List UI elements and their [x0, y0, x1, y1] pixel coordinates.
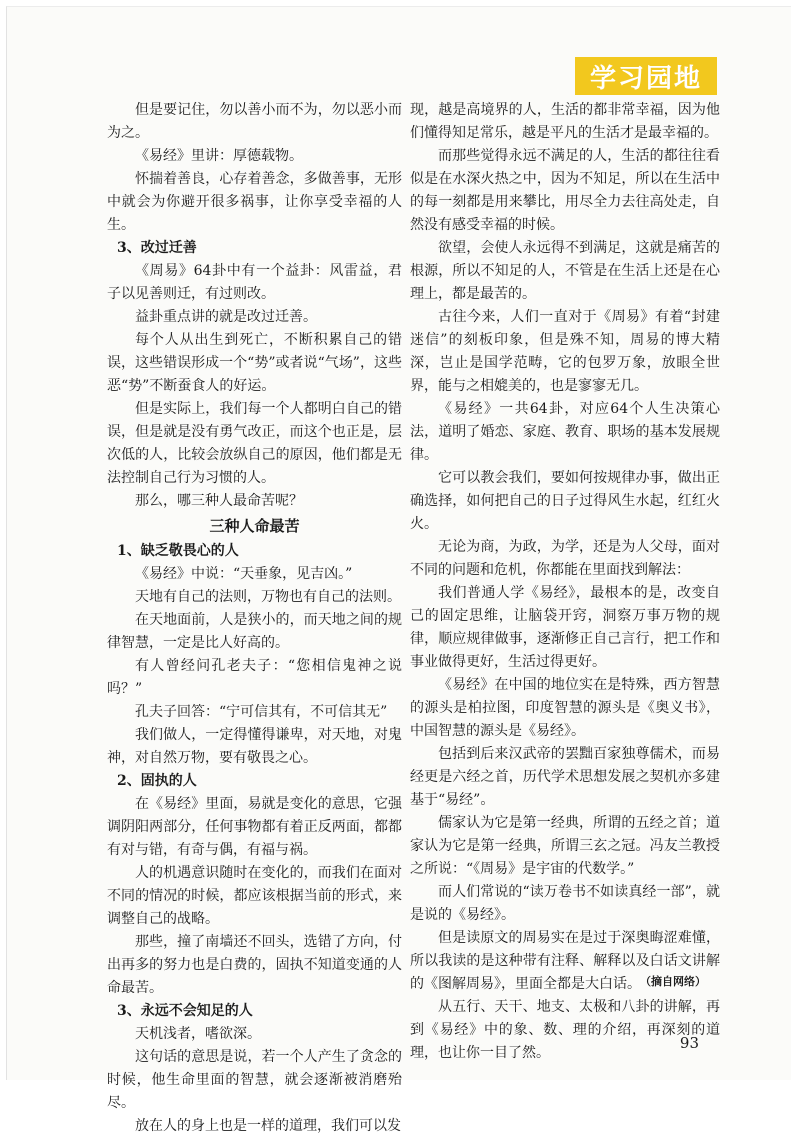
paragraph: 在天地面前，人是狭小的，而天地之间的规律智慧，一定是比人好高的。 — [107, 612, 402, 651]
subsection-heading: 3、永远不会知足的人 — [117, 1003, 253, 1019]
paragraph: 《易经》里讲：厚德载物。 — [135, 148, 303, 164]
paragraph: 我们普通人学《易经》，最根本的是，改变自己的固定思维，让脑袋开窍，洞察万事万物的规律，顺应规律做事，逐渐修正自己言行，把工作和事业做得更好，生活过得更好。 — [410, 585, 720, 670]
paragraph: 现，越是高境界的人，生活的都非常幸福，因为他们懂得知足常乐，越是平凡的生活才是最幸福的。 — [410, 102, 720, 141]
paragraph: 但是读原文的周易实在是过于深奥晦涩难懂，所以我读的是这种带有注释、解释以及白话文讲解的《图解周易》，里面全都是大白话。 — [410, 930, 720, 992]
section-heading: 三种人命最苦 — [209, 517, 300, 535]
paragraph: 有人曾经问孔老夫子：“您相信鬼神之说吗？” — [107, 658, 402, 697]
left-column — [107, 99, 402, 1138]
paragraph: 放在人的身上也是一样的道理，我们可以发 — [135, 1118, 401, 1134]
subsection-heading: 3、改过迁善 — [117, 240, 197, 256]
paragraph: 天地有自己的法则，万物也有自己的法则。 — [135, 589, 401, 605]
paragraph: 从五行、天干、地支、太极和八卦的讲解，再到《易经》中的象、数、理的介绍，再深刻的道理，也让你一目了然。 — [410, 999, 720, 1061]
paragraph: 天机浅者，嗜欲深。 — [135, 1026, 261, 1042]
paragraph: 古往今来，人们一直对于《周易》有着“封建迷信”的刻板印象，但是殊不知，周易的博大精深，岂止是国学范畴，它的包罗万象，放眼全世界，能与之相媲美的，也是寥寥无几。 — [410, 309, 720, 394]
paragraph: 但是要记住，勿以善小而不为，勿以恶小而为之。 — [107, 102, 402, 141]
paragraph: 《易经》中说：“天垂象，见吉凶。” — [135, 566, 353, 582]
paragraph: 但是实际上，我们每一个人都明白自己的错误，但是就是没有勇气改正，而这个也正是，层次低的人，比较会放纵自己的原因，他们都是无法控制自己行为习惯的人。 — [107, 401, 402, 486]
paragraph: 《易经》在中国的地位实在是特殊，西方智慧的源头是柏拉图，印度智慧的源头是《奥义书》，中国智慧的源头是《易经》。 — [410, 677, 720, 739]
subsection-heading: 1、缺乏敬畏心的人 — [117, 543, 239, 559]
paragraph: 包括到后来汉武帝的罢黜百家独尊儒术，而易经更是六经之首，历代学术思想发展之契机亦多建基于“易经”。 — [410, 746, 720, 808]
paragraph: 那些，撞了南墙还不回头，选错了方向，付出再多的努力也是白费的，固执不知道变通的人命最苦。 — [107, 934, 402, 996]
paragraph: 孔夫子回答：“宁可信其有，不可信其无” — [135, 704, 388, 720]
paragraph: 而那些觉得永远不满足的人，生活的都往往看似是在水深火热之中，因为不知足，所以在生活中的每一刻都是用来攀比，用尽全力去往高处走，自然没有感受幸福的时候。 — [410, 148, 720, 233]
paragraph: 怀揣着善良，心存着善念，多做善事，无形中就会为你避开很多祸事，让你享受幸福的人生。 — [107, 171, 402, 233]
paragraph: 欲望，会使人永远得不到满足，这就是痛苦的根源，所以不知足的人，不管是在生活上还是在心理上，都是最苦的。 — [410, 240, 720, 302]
page-number: 93 — [679, 1034, 699, 1052]
paragraph: 在《易经》里面，易就是变化的意思，它强调阴阳两部分，任何事物都有着正反两面，都都有对与错，有奇与偶，有福与祸。 — [107, 796, 402, 858]
paragraph: 那么，哪三种人最命苦呢？ — [135, 493, 303, 509]
paragraph: 《周易》64卦中有一个益卦：风雷益，君子以见善则迁，有过则改。 — [107, 263, 402, 302]
paragraph: 儒家认为它是第一经典，所谓的五经之首；道家认为它是第一经典，所谓三玄之冠。冯友兰教授之所说：“《周易》是宇宙的代数学。” — [410, 815, 720, 877]
paragraph: 这句话的意思是说，若一个人产生了贪念的时候，他生命里面的智慧，就会逐渐被消磨殆尽。 — [107, 1049, 402, 1111]
paragraph: 益卦重点讲的就是改过迁善。 — [135, 309, 317, 325]
section-banner: 学习园地 — [575, 57, 717, 95]
paragraph: 无论为商，为政，为学，还是为人父母，面对不同的问题和危机，你都能在里面找到解法： — [410, 539, 720, 578]
paragraph: 我们做人，一定得懂得谦卑，对天地，对鬼神，对自然万物，要有敬畏之心。 — [107, 727, 402, 766]
paragraph: 它可以教会我们，要如何按规律办事，做出正确选择，如何把自己的日子过得风生水起，红红火火。 — [410, 470, 720, 532]
paragraph: 而人们常说的“读万卷书不如读真经一部”，就是说的《易经》。 — [410, 884, 720, 923]
source-note: （摘自网络） — [640, 975, 706, 988]
paragraph: 《易经》一共64卦，对应64个人生决策心法，道明了婚恋、家庭、教育、职场的基本发展规律。 — [410, 401, 720, 463]
right-column — [410, 99, 720, 1065]
subsection-heading: 2、固执的人 — [117, 773, 197, 789]
paragraph: 每个人从出生到死亡，不断积累自己的错误，这些错误形成一个“势”或者说“气场”，这些恶“势”不断蚕食人的好运。 — [107, 332, 402, 394]
paragraph: 人的机遇意识随时在变化的，而我们在面对不同的情况的时候，都应该根据当前的形式，来调整自己的战略。 — [107, 865, 402, 927]
page — [6, 6, 791, 1134]
